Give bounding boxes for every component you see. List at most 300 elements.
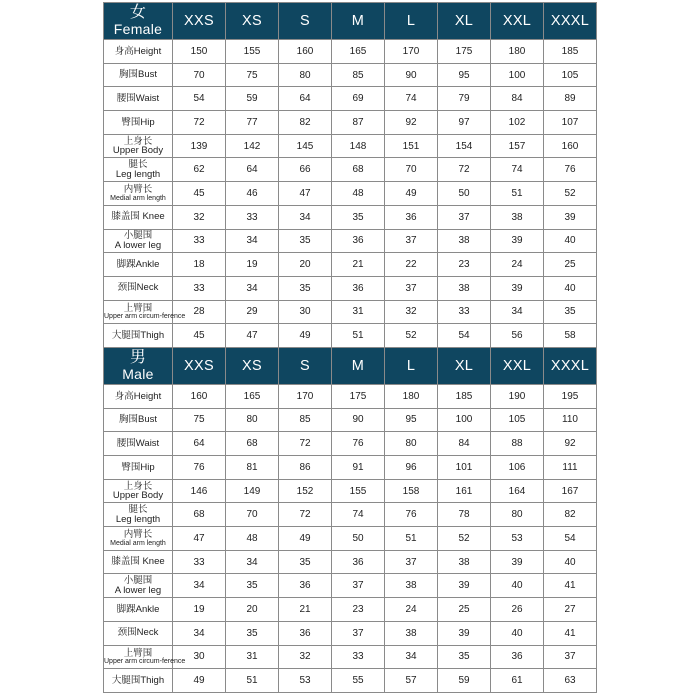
row-label-zh: 腿长 [128,504,148,516]
value-cell: 161 [438,479,491,503]
value-cell: 35 [226,621,279,645]
female-table-row [104,40,597,64]
value-cell: 34 [226,229,279,253]
male-table-row [104,479,597,503]
male-row-label: 身高Height [104,384,173,408]
male-label-zh: 男 [129,349,147,367]
size-header-xxl: XXL [491,3,544,40]
value-cell: 92 [544,432,597,456]
value-cell: 23 [332,598,385,622]
value-cell: 139 [173,134,226,158]
male-table-row [104,527,597,551]
value-cell: 34 [226,276,279,300]
male-label-en: Male [122,365,154,382]
value-cell: 53 [491,527,544,551]
value-cell: 22 [385,253,438,277]
value-cell: 37 [385,276,438,300]
row-label-en: Upper Body [112,145,164,157]
value-cell: 40 [544,276,597,300]
value-cell: 36 [279,621,332,645]
value-cell: 34 [173,621,226,645]
value-cell: 45 [173,324,226,348]
male-table-row [104,669,597,693]
female-table-row [104,205,597,229]
value-cell: 72 [173,111,226,135]
value-cell: 105 [491,408,544,432]
row-label-en: Upper Body [112,490,164,502]
value-cell: 20 [226,598,279,622]
value-cell: 74 [491,158,544,182]
size-header-m: M [332,347,385,384]
value-cell: 38 [385,574,438,598]
value-cell: 45 [173,182,226,206]
value-cell: 35 [438,645,491,669]
value-cell: 80 [279,63,332,87]
value-cell: 51 [332,324,385,348]
female-row-label [104,158,173,182]
value-cell: 38 [491,205,544,229]
value-cell: 21 [279,598,332,622]
value-cell: 154 [438,134,491,158]
value-cell: 57 [385,669,438,693]
value-cell: 146 [173,479,226,503]
value-cell: 80 [491,503,544,527]
male-row-label: 臀围Hip [104,456,173,480]
value-cell: 36 [332,550,385,574]
value-cell: 25 [438,598,491,622]
value-cell: 142 [226,134,279,158]
value-cell: 31 [226,645,279,669]
value-cell: 185 [544,40,597,64]
value-cell: 38 [438,229,491,253]
value-cell: 21 [332,253,385,277]
female-table-row [104,63,597,87]
size-header-xxs: XXS [173,347,226,384]
value-cell: 33 [173,276,226,300]
value-cell: 38 [438,550,491,574]
value-cell: 35 [332,205,385,229]
value-cell: 75 [226,63,279,87]
value-cell: 175 [438,40,491,64]
value-cell: 75 [173,408,226,432]
size-header-xs: XS [226,3,279,40]
value-cell: 36 [332,276,385,300]
male-table-row [104,645,597,669]
value-cell: 48 [226,527,279,551]
value-cell: 37 [332,574,385,598]
row-label-en: Leg length [115,168,161,180]
value-cell: 78 [438,503,491,527]
female-row-label: 膝盖围 Knee [104,205,173,229]
female-table-row [104,87,597,111]
value-cell: 85 [332,63,385,87]
value-cell: 66 [279,158,332,182]
female-section-label [104,3,173,40]
value-cell: 52 [385,324,438,348]
value-cell: 102 [491,111,544,135]
value-cell: 39 [438,621,491,645]
value-cell: 49 [385,182,438,206]
row-label-zh: 内臂长 [123,184,153,196]
female-table-row [104,134,597,158]
value-cell: 36 [385,205,438,229]
value-cell: 64 [279,87,332,111]
size-header-xl: XL [438,3,491,40]
male-table-row [104,456,597,480]
male-table-row [104,621,597,645]
value-cell: 59 [438,669,491,693]
value-cell: 180 [491,40,544,64]
value-cell: 90 [385,63,438,87]
value-cell: 165 [332,40,385,64]
row-label-zh: 上身长 [123,135,153,147]
value-cell: 70 [173,63,226,87]
value-cell: 82 [279,111,332,135]
value-cell: 37 [544,645,597,669]
value-cell: 41 [544,621,597,645]
value-cell: 39 [491,229,544,253]
value-cell: 175 [332,384,385,408]
value-cell: 19 [173,598,226,622]
value-cell: 25 [544,253,597,277]
value-cell: 68 [332,158,385,182]
value-cell: 51 [385,527,438,551]
male-row-label: 脚踝Ankle [104,598,173,622]
male-table-row [104,432,597,456]
value-cell: 59 [226,87,279,111]
value-cell: 63 [544,669,597,693]
value-cell: 51 [491,182,544,206]
value-cell: 33 [173,550,226,574]
male-table-row [104,408,597,432]
value-cell: 151 [385,134,438,158]
female-table-row [104,300,597,324]
value-cell: 72 [279,432,332,456]
female-row-label: 腰围Waist [104,87,173,111]
value-cell: 41 [544,574,597,598]
value-cell: 51 [226,669,279,693]
female-row-label: 胸围Bust [104,63,173,87]
value-cell: 88 [491,432,544,456]
value-cell: 53 [279,669,332,693]
value-cell: 61 [491,669,544,693]
value-cell: 95 [385,408,438,432]
value-cell: 20 [279,253,332,277]
male-row-label [104,527,173,551]
value-cell: 24 [385,598,438,622]
value-cell: 37 [385,550,438,574]
male-row-label: 膝盖围 Knee [104,550,173,574]
value-cell: 39 [438,574,491,598]
female-table-row [104,158,597,182]
female-row-label [104,300,186,324]
female-table-row [104,182,597,206]
row-label-en: Leg length [115,513,161,525]
row-label-zh: 小腿围 [123,575,153,587]
value-cell: 150 [173,40,226,64]
value-cell: 18 [173,253,226,277]
value-cell: 62 [173,158,226,182]
value-cell: 32 [279,645,332,669]
value-cell: 39 [491,550,544,574]
value-cell: 80 [226,408,279,432]
value-cell: 34 [385,645,438,669]
value-cell: 47 [279,182,332,206]
value-cell: 52 [438,527,491,551]
male-table-row [104,384,597,408]
value-cell: 47 [226,324,279,348]
value-cell: 27 [544,598,597,622]
value-cell: 54 [438,324,491,348]
value-cell: 160 [544,134,597,158]
value-cell: 155 [226,40,279,64]
value-cell: 167 [544,479,597,503]
value-cell: 34 [491,300,544,324]
value-cell: 69 [332,87,385,111]
row-label-en: Medial arm length [110,194,166,202]
male-table-row [104,503,597,527]
value-cell: 84 [491,87,544,111]
value-cell: 37 [385,229,438,253]
row-label-zh: 上臂围 [123,302,153,314]
value-cell: 36 [279,574,332,598]
value-cell: 97 [438,111,491,135]
value-cell: 36 [491,645,544,669]
value-cell: 95 [438,63,491,87]
female-label-en: Female [113,21,163,38]
value-cell: 47 [173,527,226,551]
value-cell: 70 [385,158,438,182]
value-cell: 35 [279,550,332,574]
size-header-xl: XL [438,347,491,384]
female-table-row [104,229,597,253]
value-cell: 40 [544,229,597,253]
value-cell: 157 [491,134,544,158]
row-label-zh: 上臂围 [123,647,153,659]
value-cell: 55 [332,669,385,693]
female-row-label: 臀围Hip [104,111,173,135]
size-header-xxs: XXS [173,3,226,40]
size-header-xxxl: XXXL [544,3,597,40]
value-cell: 38 [438,276,491,300]
size-table [103,2,597,693]
value-cell: 32 [173,205,226,229]
value-cell: 37 [438,205,491,229]
value-cell: 160 [279,40,332,64]
value-cell: 77 [226,111,279,135]
value-cell: 195 [544,384,597,408]
value-cell: 23 [438,253,491,277]
value-cell: 19 [226,253,279,277]
value-cell: 35 [279,229,332,253]
value-cell: 30 [279,300,332,324]
female-row-label: 身高Height [104,40,173,64]
row-label-zh: 上身长 [123,480,153,492]
value-cell: 85 [279,408,332,432]
row-label-en: Upper arm circum-ference [104,658,186,666]
female-row-label: 颈围Neck [104,276,173,300]
size-header-xxl: XXL [491,347,544,384]
size-header-l: L [385,3,438,40]
value-cell: 64 [173,432,226,456]
value-cell: 35 [279,276,332,300]
value-cell: 34 [279,205,332,229]
value-cell: 33 [438,300,491,324]
value-cell: 30 [173,645,226,669]
value-cell: 36 [332,229,385,253]
value-cell: 33 [173,229,226,253]
value-cell: 91 [332,456,385,480]
value-cell: 107 [544,111,597,135]
value-cell: 49 [279,324,332,348]
value-cell: 28 [173,300,226,324]
value-cell: 86 [279,456,332,480]
size-header-xs: XS [226,347,279,384]
value-cell: 106 [491,456,544,480]
female-header-row [104,3,597,40]
value-cell: 33 [332,645,385,669]
value-cell: 170 [385,40,438,64]
male-row-label: 胸围Bust [104,408,173,432]
value-cell: 54 [544,527,597,551]
female-table-row [104,276,597,300]
value-cell: 34 [226,550,279,574]
male-row-label [104,645,186,669]
female-table-row [104,253,597,277]
value-cell: 76 [385,503,438,527]
size-chart [103,2,596,693]
value-cell: 35 [226,574,279,598]
value-cell: 49 [173,669,226,693]
value-cell: 74 [332,503,385,527]
male-section-label [104,347,173,384]
value-cell: 40 [544,550,597,574]
value-cell: 101 [438,456,491,480]
value-cell: 160 [173,384,226,408]
value-cell: 68 [226,432,279,456]
male-header-row [104,347,597,384]
male-table-row [104,550,597,574]
value-cell: 90 [332,408,385,432]
row-label-zh: 内臂长 [123,529,153,541]
value-cell: 148 [332,134,385,158]
size-header-s: S [279,3,332,40]
value-cell: 29 [226,300,279,324]
row-label-en: Medial arm length [110,539,166,547]
male-row-label [104,479,173,503]
value-cell: 54 [173,87,226,111]
value-cell: 68 [173,503,226,527]
value-cell: 152 [279,479,332,503]
value-cell: 72 [438,158,491,182]
value-cell: 155 [332,479,385,503]
value-cell: 56 [491,324,544,348]
male-row-label [104,503,173,527]
value-cell: 165 [226,384,279,408]
size-header-xxxl: XXXL [544,347,597,384]
male-row-label: 颈围Neck [104,621,173,645]
row-label-en: A lower leg [114,239,162,251]
value-cell: 32 [385,300,438,324]
value-cell: 158 [385,479,438,503]
value-cell: 89 [544,87,597,111]
female-row-label: 脚踝Ankle [104,253,173,277]
value-cell: 72 [279,503,332,527]
male-table-row [104,598,597,622]
value-cell: 48 [332,182,385,206]
value-cell: 31 [332,300,385,324]
value-cell: 34 [173,574,226,598]
value-cell: 100 [438,408,491,432]
male-row-label: 大腿围Thigh [104,669,173,693]
value-cell: 82 [544,503,597,527]
female-row-label [104,182,173,206]
value-cell: 164 [491,479,544,503]
value-cell: 84 [438,432,491,456]
value-cell: 33 [226,205,279,229]
size-header-s: S [279,347,332,384]
value-cell: 76 [544,158,597,182]
value-cell: 111 [544,456,597,480]
value-cell: 39 [544,205,597,229]
value-cell: 149 [226,479,279,503]
value-cell: 40 [491,621,544,645]
male-row-label [104,574,173,598]
row-label-zh: 腿长 [128,159,148,171]
female-row-label [104,134,173,158]
value-cell: 105 [544,63,597,87]
value-cell: 79 [438,87,491,111]
value-cell: 170 [279,384,332,408]
value-cell: 87 [332,111,385,135]
value-cell: 50 [332,527,385,551]
female-table-row [104,324,597,348]
value-cell: 76 [332,432,385,456]
value-cell: 50 [438,182,491,206]
value-cell: 81 [226,456,279,480]
value-cell: 38 [385,621,438,645]
value-cell: 190 [491,384,544,408]
female-row-label [104,229,173,253]
value-cell: 37 [332,621,385,645]
size-header-m: M [332,3,385,40]
row-label-zh: 小腿围 [123,230,153,242]
value-cell: 46 [226,182,279,206]
male-table-row [104,574,597,598]
value-cell: 52 [544,182,597,206]
male-row-label: 腰围Waist [104,432,173,456]
value-cell: 64 [226,158,279,182]
value-cell: 145 [279,134,332,158]
value-cell: 96 [385,456,438,480]
row-label-en: Upper arm circum-ference [104,313,186,321]
value-cell: 49 [279,527,332,551]
female-table-row [104,111,597,135]
value-cell: 110 [544,408,597,432]
value-cell: 70 [226,503,279,527]
female-label-zh: 女 [129,4,147,22]
value-cell: 39 [491,276,544,300]
value-cell: 35 [544,300,597,324]
value-cell: 100 [491,63,544,87]
value-cell: 92 [385,111,438,135]
female-row-label: 大腿围Thigh [104,324,173,348]
value-cell: 24 [491,253,544,277]
value-cell: 26 [491,598,544,622]
value-cell: 74 [385,87,438,111]
row-label-en: A lower leg [114,584,162,596]
value-cell: 76 [173,456,226,480]
